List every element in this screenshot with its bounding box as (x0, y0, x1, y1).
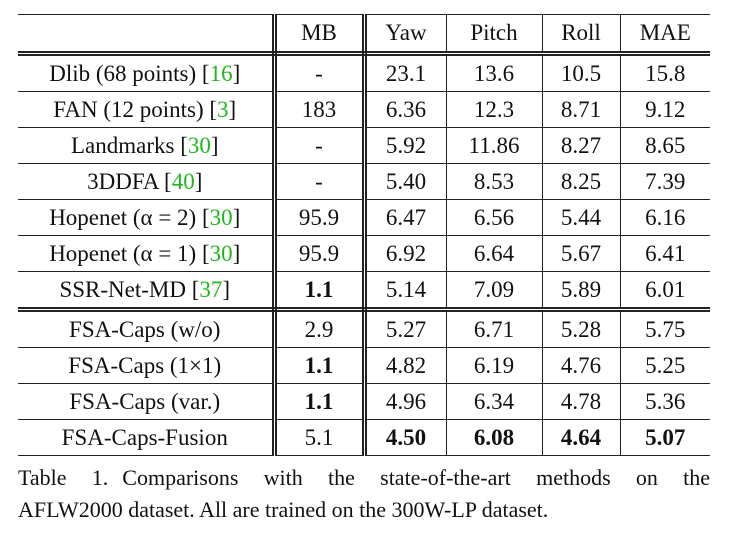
mb-cell: 1.1 (274, 272, 364, 310)
table-row (18, 348, 710, 384)
method-cell: FAN (12 points) [3] (18, 92, 274, 128)
mb-cell: 5.1 (274, 420, 364, 456)
pitch-cell: 11.86 (446, 128, 542, 164)
pitch-cell: 7.09 (446, 272, 542, 310)
table-row (18, 164, 710, 200)
method-name: Hopenet (α = 1) (49, 240, 202, 266)
pitch-cell: 6.64 (446, 236, 542, 272)
method-cell: 3DDFA [40] (18, 164, 274, 200)
method-name: Hopenet (α = 2) (49, 204, 202, 230)
yaw-cell: 23.1 (364, 54, 446, 92)
pitch-cell: 6.08 (446, 420, 542, 456)
yaw-cell: 5.14 (364, 272, 446, 310)
roll-cell: 8.71 (542, 92, 620, 128)
roll-cell: 8.25 (542, 164, 620, 200)
header-row (18, 15, 710, 54)
pitch-cell: 6.34 (446, 384, 542, 420)
results-table-container (18, 14, 710, 456)
method-name: FAN (12 points) (53, 96, 210, 122)
mb-cell: 183 (274, 92, 364, 128)
roll-cell: 4.78 (542, 384, 620, 420)
method-cell: Hopenet (α = 1) [30] (18, 236, 274, 272)
roll-cell: 5.28 (542, 310, 620, 348)
mae-cell: 9.12 (620, 92, 710, 128)
caption-line-2: AFLW2000 dataset. All are trained on the 300W-LP dataset. (18, 497, 549, 522)
mae-cell: 5.25 (620, 348, 710, 384)
mae-cell: 6.41 (620, 236, 710, 272)
table-row (18, 420, 710, 456)
table-row (18, 128, 710, 164)
citation-link[interactable]: 16 (209, 60, 233, 86)
yaw-cell: 6.47 (364, 200, 446, 236)
method-name: FSA-Caps (1×1) (68, 352, 222, 378)
table-caption (18, 462, 710, 526)
method-cell (18, 384, 274, 420)
pitch-cell: 8.53 (446, 164, 542, 200)
method-cell: Dlib (68 points) [16] (18, 54, 274, 92)
mae-cell: 7.39 (620, 164, 710, 200)
roll-cell: 8.27 (542, 128, 620, 164)
pitch-cell: 6.19 (446, 348, 542, 384)
mb-cell: 95.9 (274, 236, 364, 272)
method-name: SSR-Net-MD (59, 276, 192, 302)
caption-line-1: Comparisons with the state-of-the-art methods on the (122, 465, 710, 490)
mb-cell: 2.9 (274, 310, 364, 348)
method-cell: SSR-Net-MD [37] (18, 272, 274, 310)
citation-link[interactable]: 3 (217, 96, 229, 122)
mae-cell: 5.07 (620, 420, 710, 456)
method-name: 3DDFA (87, 168, 165, 194)
pitch-cell: 6.56 (446, 200, 542, 236)
method-name: Dlib (68 points) (49, 60, 202, 86)
method-name: Landmarks (70, 132, 181, 158)
pitch-cell: 6.71 (446, 310, 542, 348)
citation-link[interactable]: 40 (171, 168, 195, 194)
mae-cell: 5.75 (620, 310, 710, 348)
yaw-cell: 5.92 (364, 128, 446, 164)
roll-cell: 4.64 (542, 420, 620, 456)
mae-cell: 6.16 (620, 200, 710, 236)
roll-cell: 5.67 (542, 236, 620, 272)
method-cell (18, 310, 274, 348)
method-cell: Hopenet (α = 2) [30] (18, 200, 274, 236)
yaw-cell: 5.40 (364, 164, 446, 200)
header-mb: MB (274, 15, 364, 54)
pitch-cell: 13.6 (446, 54, 542, 92)
mae-cell: 15.8 (620, 54, 710, 92)
header-pitch: Pitch (446, 15, 542, 54)
mb-cell: - (274, 164, 364, 200)
table-row (18, 272, 710, 310)
header-mae: MAE (620, 15, 710, 54)
mb-cell: - (274, 128, 364, 164)
citation-link[interactable]: 37 (199, 276, 223, 302)
method-name: FSA-Caps (var.) (69, 388, 221, 414)
mb-cell: 1.1 (274, 348, 364, 384)
citation-link[interactable]: 30 (209, 240, 233, 266)
yaw-cell: 6.92 (364, 236, 446, 272)
roll-cell: 5.44 (542, 200, 620, 236)
method-name: FSA-Caps (w/o) (69, 316, 221, 342)
yaw-cell: 4.82 (364, 348, 446, 384)
roll-cell: 4.76 (542, 348, 620, 384)
method-name: FSA-Caps-Fusion (61, 424, 228, 450)
table-row (18, 200, 710, 236)
yaw-cell: 5.27 (364, 310, 446, 348)
header-roll: Roll (542, 15, 620, 54)
results-table (18, 14, 710, 456)
mb-cell: 1.1 (274, 384, 364, 420)
method-cell (18, 420, 274, 456)
citation-link[interactable]: 30 (187, 132, 211, 158)
citation-link[interactable]: 30 (209, 204, 233, 230)
header-yaw: Yaw (364, 15, 446, 54)
roll-cell: 10.5 (542, 54, 620, 92)
mb-cell: - (274, 54, 364, 92)
yaw-cell: 6.36 (364, 92, 446, 128)
yaw-cell: 4.96 (364, 384, 446, 420)
method-cell (18, 348, 274, 384)
mae-cell: 8.65 (620, 128, 710, 164)
mae-cell: 5.36 (620, 384, 710, 420)
table-row (18, 92, 710, 128)
pitch-cell: 12.3 (446, 92, 542, 128)
table-row (18, 54, 710, 92)
roll-cell: 5.89 (542, 272, 620, 310)
header-method (18, 15, 274, 54)
mb-cell: 95.9 (274, 200, 364, 236)
table-row (18, 384, 710, 420)
yaw-cell: 4.50 (364, 420, 446, 456)
caption-label: Table 1. (18, 465, 109, 490)
table-row (18, 236, 710, 272)
table-row (18, 310, 710, 348)
method-cell: Landmarks [30] (18, 128, 274, 164)
mae-cell: 6.01 (620, 272, 710, 310)
